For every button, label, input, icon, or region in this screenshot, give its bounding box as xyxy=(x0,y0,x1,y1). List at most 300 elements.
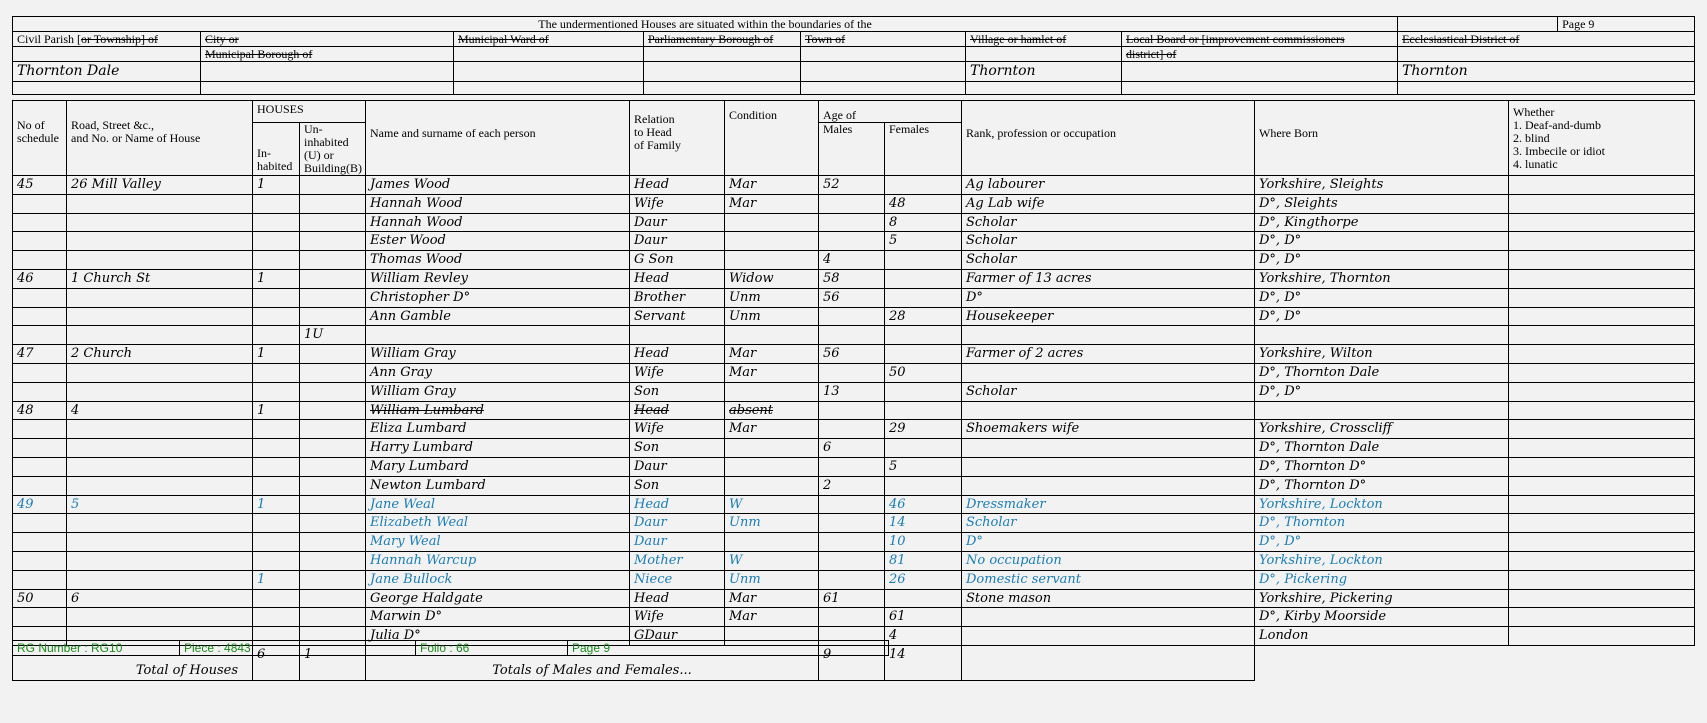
total-inhabited: 6 xyxy=(253,645,300,680)
name-cell: Jane Bullock xyxy=(366,570,630,589)
inhabited-cell xyxy=(253,420,300,439)
born-cell: D°, Pickering xyxy=(1255,570,1509,589)
males-cell: 61 xyxy=(819,589,885,608)
males-cell xyxy=(819,194,885,213)
inhabited-cell: 1 xyxy=(253,401,300,420)
col-born: Where Born xyxy=(1255,101,1509,176)
females-cell: 5 xyxy=(885,232,962,251)
males-cell xyxy=(819,307,885,326)
occupation-cell: Scholar xyxy=(962,514,1255,533)
relation-cell: Son xyxy=(630,476,725,495)
infirmity-cell xyxy=(1509,439,1695,458)
name-cell: Thomas Wood xyxy=(366,251,630,270)
females-cell: 46 xyxy=(885,495,962,514)
infirmity-cell xyxy=(1509,420,1695,439)
schedule-cell xyxy=(13,533,67,552)
road-cell: 1 Church St xyxy=(67,269,253,288)
condition-cell xyxy=(725,439,819,458)
name-cell: Mary Weal xyxy=(366,533,630,552)
census-rows xyxy=(13,176,1695,646)
name-cell: William Gray xyxy=(366,345,630,364)
schedule-cell: 45 xyxy=(13,176,67,195)
infirmity-cell xyxy=(1509,570,1695,589)
name-cell: Hannah Wood xyxy=(366,194,630,213)
condition-cell: Widow xyxy=(725,269,819,288)
inhabited-cell xyxy=(253,514,300,533)
infirmity-cell xyxy=(1509,363,1695,382)
born-cell: Yorkshire, Lockton xyxy=(1255,495,1509,514)
inhabited-cell xyxy=(253,551,300,570)
males-cell xyxy=(819,457,885,476)
condition-cell xyxy=(725,457,819,476)
born-cell xyxy=(1255,326,1509,345)
infirmity-cell xyxy=(1509,382,1695,401)
table-row xyxy=(13,420,1695,439)
occupation-cell xyxy=(962,326,1255,345)
males-cell: 58 xyxy=(819,269,885,288)
inhabited-cell xyxy=(253,307,300,326)
males-cell: 56 xyxy=(819,288,885,307)
uninhabited-cell xyxy=(300,288,366,307)
col-age: Age of xyxy=(819,101,962,123)
census-table xyxy=(12,100,1695,681)
name-cell: Ester Wood xyxy=(366,232,630,251)
relation-cell: Head xyxy=(630,495,725,514)
inhabited-cell: 1 xyxy=(253,495,300,514)
table-row xyxy=(13,269,1695,288)
uninhabited-cell xyxy=(300,589,366,608)
table-row xyxy=(13,401,1695,420)
condition-cell: W xyxy=(725,495,819,514)
infirmity-cell xyxy=(1509,307,1695,326)
total-males: 9 xyxy=(819,645,885,680)
occupation-cell: D° xyxy=(962,288,1255,307)
name-cell: Christopher D° xyxy=(366,288,630,307)
schedule-cell xyxy=(13,307,67,326)
infirmity-cell xyxy=(1509,608,1695,627)
males-cell xyxy=(819,232,885,251)
condition-cell xyxy=(725,533,819,552)
table-row xyxy=(13,251,1695,270)
males-cell: 6 xyxy=(819,439,885,458)
inhabited-cell xyxy=(253,251,300,270)
infirmity-cell xyxy=(1509,476,1695,495)
condition-cell xyxy=(725,251,819,270)
occupation-cell: No occupation xyxy=(962,551,1255,570)
name-cell xyxy=(366,326,630,345)
born-cell: D°, Kingthorpe xyxy=(1255,213,1509,232)
inhabited-cell xyxy=(253,476,300,495)
inhabited-cell xyxy=(253,194,300,213)
females-cell: 8 xyxy=(885,213,962,232)
table-row xyxy=(13,194,1695,213)
uninhabited-cell xyxy=(300,533,366,552)
condition-cell: Unm xyxy=(725,570,819,589)
uninhabited-cell xyxy=(300,476,366,495)
name-cell: Elizabeth Weal xyxy=(366,514,630,533)
uninhabited-cell xyxy=(300,363,366,382)
occupation-cell: Scholar xyxy=(962,213,1255,232)
local-board-label-2: district] of xyxy=(1122,47,1398,62)
inhabited-cell xyxy=(253,326,300,345)
name-cell: Ann Gray xyxy=(366,363,630,382)
table-row xyxy=(13,457,1695,476)
condition-cell: Unm xyxy=(725,288,819,307)
females-cell xyxy=(885,589,962,608)
col-whether: Whether 1. Deaf-and-dumb 2. blind 3. Imbecile or idiot 4. lunatic xyxy=(1509,101,1695,176)
born-cell: D°, Thornton Dale xyxy=(1255,439,1509,458)
road-cell: 26 Mill Valley xyxy=(67,176,253,195)
road-cell xyxy=(67,326,253,345)
folio-number: Folio : 66 xyxy=(416,641,568,656)
relation-cell: Son xyxy=(630,439,725,458)
road-cell xyxy=(67,363,253,382)
uninhabited-cell xyxy=(300,194,366,213)
inhabited-cell: 1 xyxy=(253,269,300,288)
road-cell xyxy=(67,382,253,401)
males-cell xyxy=(819,401,885,420)
infirmity-cell xyxy=(1509,288,1695,307)
civil-parish-value: Thornton Dale xyxy=(13,62,201,82)
uninhabited-cell xyxy=(300,382,366,401)
uninhabited-cell xyxy=(300,251,366,270)
born-cell: D°, D° xyxy=(1255,251,1509,270)
born-cell: D°, D° xyxy=(1255,307,1509,326)
schedule-cell xyxy=(13,420,67,439)
road-cell xyxy=(67,570,253,589)
males-cell xyxy=(819,514,885,533)
infirmity-cell xyxy=(1509,551,1695,570)
schedule-cell: 46 xyxy=(13,269,67,288)
occupation-cell: Scholar xyxy=(962,382,1255,401)
born-cell: Yorkshire, Crosscliff xyxy=(1255,420,1509,439)
females-cell: 5 xyxy=(885,457,962,476)
local-board-label: Local Board or [improvement commissioners xyxy=(1122,32,1398,47)
occupation-cell xyxy=(962,363,1255,382)
occupation-cell: Scholar xyxy=(962,232,1255,251)
occupation-cell xyxy=(962,608,1255,627)
condition-cell: Mar xyxy=(725,420,819,439)
occupation-cell: Shoemakers wife xyxy=(962,420,1255,439)
road-cell xyxy=(67,533,253,552)
name-cell: Marwin D° xyxy=(366,608,630,627)
males-cell: 52 xyxy=(819,176,885,195)
table-row xyxy=(13,232,1695,251)
uninhabited-cell xyxy=(300,514,366,533)
table-row xyxy=(13,570,1695,589)
females-cell: 26 xyxy=(885,570,962,589)
uninhabited-cell xyxy=(300,457,366,476)
males-cell xyxy=(819,551,885,570)
schedule-cell xyxy=(13,194,67,213)
males-cell xyxy=(819,213,885,232)
name-cell: Ann Gamble xyxy=(366,307,630,326)
table-row xyxy=(13,589,1695,608)
infirmity-cell xyxy=(1509,176,1695,195)
road-cell xyxy=(67,251,253,270)
col-condition: Condition xyxy=(725,101,819,176)
condition-cell: Mar xyxy=(725,194,819,213)
table-row xyxy=(13,439,1695,458)
relation-cell: Mother xyxy=(630,551,725,570)
inhabited-cell xyxy=(253,213,300,232)
relation-cell: Daur xyxy=(630,232,725,251)
born-cell: Yorkshire, Sleights xyxy=(1255,176,1509,195)
relation-cell: Daur xyxy=(630,213,725,232)
females-cell xyxy=(885,401,962,420)
uninhabited-cell xyxy=(300,307,366,326)
condition-cell: Unm xyxy=(725,514,819,533)
occupation-cell xyxy=(962,476,1255,495)
inhabited-cell xyxy=(253,533,300,552)
uninhabited-cell xyxy=(300,232,366,251)
col-road: Road, Street &c., and No. or Name of House xyxy=(67,101,253,176)
relation-cell xyxy=(630,326,725,345)
table-row xyxy=(13,382,1695,401)
condition-cell xyxy=(725,213,819,232)
condition-cell: Mar xyxy=(725,345,819,364)
inhabited-cell xyxy=(253,382,300,401)
name-cell: William Revley xyxy=(366,269,630,288)
road-cell: 5 xyxy=(67,495,253,514)
name-cell: Mary Lumbard xyxy=(366,457,630,476)
table-row xyxy=(13,608,1695,627)
born-cell: London xyxy=(1255,627,1509,646)
piece-number: Piece : 4843 xyxy=(180,641,416,656)
road-cell xyxy=(67,476,253,495)
col-schedule: No of schedule xyxy=(13,101,67,176)
inhabited-cell: 1 xyxy=(253,176,300,195)
uninhabited-cell xyxy=(300,401,366,420)
uninhabited-cell xyxy=(300,495,366,514)
condition-cell: absent xyxy=(725,401,819,420)
road-cell xyxy=(67,288,253,307)
females-cell xyxy=(885,176,962,195)
occupation-cell: Scholar xyxy=(962,251,1255,270)
inhabited-cell xyxy=(253,608,300,627)
totals-persons-label: Totals of Males and Females... xyxy=(366,645,819,680)
females-cell xyxy=(885,269,962,288)
born-cell: Yorkshire, Pickering xyxy=(1255,589,1509,608)
relation-cell: Servant xyxy=(630,307,725,326)
inhabited-cell xyxy=(253,439,300,458)
males-cell xyxy=(819,533,885,552)
table-row xyxy=(13,495,1695,514)
occupation-cell: Housekeeper xyxy=(962,307,1255,326)
total-females: 14 xyxy=(885,645,962,680)
total-uninhabited: 1 xyxy=(300,645,366,680)
occupation-cell: D° xyxy=(962,533,1255,552)
reference-footer xyxy=(12,640,889,656)
infirmity-cell xyxy=(1509,533,1695,552)
infirmity-cell xyxy=(1509,401,1695,420)
schedule-cell xyxy=(13,363,67,382)
relation-cell: Daur xyxy=(630,533,725,552)
col-houses: HOUSES xyxy=(253,101,366,123)
footer-page: Page 9 xyxy=(568,641,889,656)
schedule-cell xyxy=(13,232,67,251)
schedule-cell xyxy=(13,570,67,589)
females-cell: 28 xyxy=(885,307,962,326)
infirmity-cell xyxy=(1509,213,1695,232)
females-cell xyxy=(885,476,962,495)
uninhabited-cell xyxy=(300,213,366,232)
name-cell: James Wood xyxy=(366,176,630,195)
born-cell: D°, Kirby Moorside xyxy=(1255,608,1509,627)
table-row xyxy=(13,514,1695,533)
table-row xyxy=(13,476,1695,495)
uninhabited-cell xyxy=(300,439,366,458)
condition-cell xyxy=(725,232,819,251)
infirmity-cell xyxy=(1509,495,1695,514)
name-cell: George Haldgate xyxy=(366,589,630,608)
table-row xyxy=(13,213,1695,232)
males-cell xyxy=(819,570,885,589)
occupation-cell xyxy=(962,439,1255,458)
females-cell xyxy=(885,288,962,307)
females-cell xyxy=(885,326,962,345)
uninhabited-cell xyxy=(300,570,366,589)
relation-cell: Head xyxy=(630,269,725,288)
relation-cell: G Son xyxy=(630,251,725,270)
village-value: Thornton xyxy=(966,62,1122,82)
relation-cell: Daur xyxy=(630,514,725,533)
relation-cell: Daur xyxy=(630,457,725,476)
col-females: Females xyxy=(885,123,962,176)
schedule-cell xyxy=(13,288,67,307)
road-cell xyxy=(67,420,253,439)
infirmity-cell xyxy=(1509,457,1695,476)
schedule-cell: 48 xyxy=(13,401,67,420)
females-cell: 48 xyxy=(885,194,962,213)
road-cell: 2 Church xyxy=(67,345,253,364)
parliamentary-label: Parliamentary Borough of xyxy=(644,32,801,47)
ecclesiastical-value: Thornton xyxy=(1398,62,1695,82)
name-cell: Harry Lumbard xyxy=(366,439,630,458)
born-cell: D°, D° xyxy=(1255,382,1509,401)
municipal-borough-label: Municipal Borough of xyxy=(201,47,454,62)
schedule-cell: 50 xyxy=(13,589,67,608)
inhabited-cell xyxy=(253,363,300,382)
road-cell: 4 xyxy=(67,401,253,420)
occupation-cell xyxy=(962,457,1255,476)
road-cell xyxy=(67,232,253,251)
occupation-cell: Domestic servant xyxy=(962,570,1255,589)
condition-cell: Unm xyxy=(725,307,819,326)
road-cell xyxy=(67,457,253,476)
name-cell: Eliza Lumbard xyxy=(366,420,630,439)
occupation-cell: Farmer of 13 acres xyxy=(962,269,1255,288)
relation-cell: Head xyxy=(630,176,725,195)
females-cell: 81 xyxy=(885,551,962,570)
col-occupation: Rank, profession or occupation xyxy=(962,101,1255,176)
females-cell: 4 xyxy=(885,627,962,646)
males-cell xyxy=(819,420,885,439)
uninhabited-cell xyxy=(300,176,366,195)
road-cell xyxy=(67,194,253,213)
col-name: Name and surname of each person xyxy=(366,101,630,176)
table-row xyxy=(13,307,1695,326)
born-cell: D°, D° xyxy=(1255,288,1509,307)
road-cell xyxy=(67,551,253,570)
table-row xyxy=(13,288,1695,307)
infirmity-cell xyxy=(1509,589,1695,608)
name-cell: Newton Lumbard xyxy=(366,476,630,495)
infirmity-cell xyxy=(1509,251,1695,270)
condition-cell xyxy=(725,382,819,401)
males-cell xyxy=(819,326,885,345)
schedule-cell xyxy=(13,382,67,401)
ecclesiastical-label: Ecclesiastical District of xyxy=(1398,32,1695,47)
name-cell: Hannah Wood xyxy=(366,213,630,232)
born-cell: D°, D° xyxy=(1255,533,1509,552)
page-number: Page 9 xyxy=(1558,17,1695,32)
total-houses-label: Total of Houses xyxy=(13,645,253,680)
occupation-cell: Stone mason xyxy=(962,589,1255,608)
females-cell: 10 xyxy=(885,533,962,552)
uninhabited-cell xyxy=(300,269,366,288)
born-cell: Yorkshire, Wilton xyxy=(1255,345,1509,364)
condition-cell xyxy=(725,476,819,495)
name-cell: Julia D° xyxy=(366,627,630,646)
road-cell xyxy=(67,307,253,326)
road-cell xyxy=(67,514,253,533)
infirmity-cell xyxy=(1509,194,1695,213)
municipal-ward-label: Municipal Ward of xyxy=(454,32,644,47)
females-cell xyxy=(885,251,962,270)
inhabited-cell xyxy=(253,457,300,476)
born-cell: D°, Thornton D° xyxy=(1255,457,1509,476)
col-uninhabited: Un- inhabited (U) or Building(B) xyxy=(300,123,366,176)
road-cell xyxy=(67,213,253,232)
enumeration-header xyxy=(12,16,1695,95)
table-row xyxy=(13,363,1695,382)
condition-cell: Mar xyxy=(725,608,819,627)
schedule-cell xyxy=(13,551,67,570)
males-cell xyxy=(819,608,885,627)
relation-cell: Wife xyxy=(630,363,725,382)
females-cell: 29 xyxy=(885,420,962,439)
table-row xyxy=(13,326,1695,345)
schedule-cell xyxy=(13,608,67,627)
schedule-cell xyxy=(13,326,67,345)
inhabited-cell xyxy=(253,232,300,251)
table-row xyxy=(13,176,1695,195)
infirmity-cell xyxy=(1509,269,1695,288)
males-cell: 2 xyxy=(819,476,885,495)
col-inhabited: In- habited xyxy=(253,123,300,176)
village-label: Village or hamlet of xyxy=(966,32,1122,47)
occupation-cell: Ag labourer xyxy=(962,176,1255,195)
inhabited-cell: 1 xyxy=(253,345,300,364)
relation-cell: Wife xyxy=(630,194,725,213)
uninhabited-cell: 1U xyxy=(300,326,366,345)
born-cell: D°, Sleights xyxy=(1255,194,1509,213)
uninhabited-cell xyxy=(300,345,366,364)
table-row xyxy=(13,533,1695,552)
occupation-cell: Dressmaker xyxy=(962,495,1255,514)
uninhabited-cell xyxy=(300,551,366,570)
schedule-cell xyxy=(13,476,67,495)
schedule-cell xyxy=(13,457,67,476)
relation-cell: Wife xyxy=(630,420,725,439)
relation-cell: Head xyxy=(630,589,725,608)
name-cell: William Lumbard xyxy=(366,401,630,420)
relation-cell: Wife xyxy=(630,608,725,627)
schedule-cell xyxy=(13,251,67,270)
occupation-cell: Ag Lab wife xyxy=(962,194,1255,213)
born-cell: D°, Thornton Dale xyxy=(1255,363,1509,382)
